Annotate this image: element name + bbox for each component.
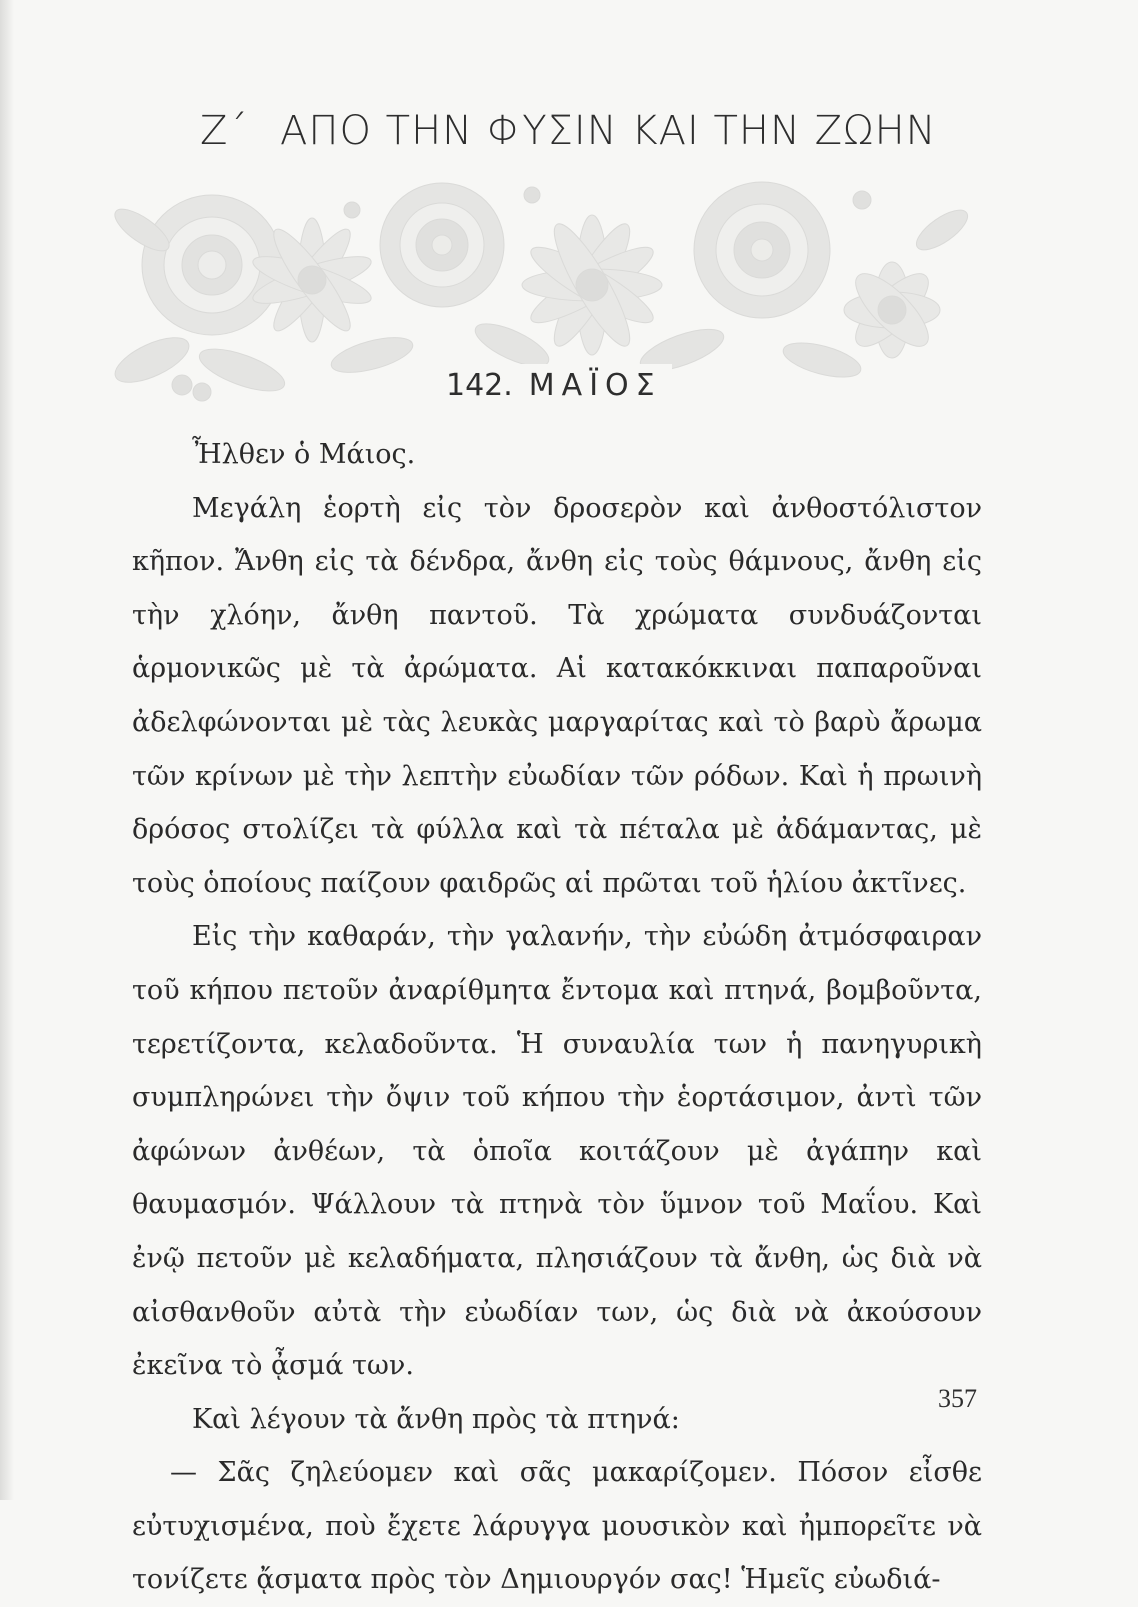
gutter-shadow <box>0 0 14 1500</box>
paragraph: Εἰς τὴν καθαράν, τὴν γαλανήν, τὴν εὐώδη ἀτμόσφαιραν τοῦ κήπου πετοῦν ἀναρίθμητα ἔντομα καὶ πτηνά, βομβοῦντα, τερετίζοντα, κελαδοῦντα. Ἡ συναυλία των ἡ πανηγυρικὴ συμπληρώνει τὴν ὄψιν τοῦ κήπου τὴν ἑορτάσιμον, ἀντὶ τῶν ἀφώνων ἀνθέων, τὰ ὁποῖα κοιτάζουν μὲ ἀγάπην καὶ θαυμασμόν. Ψάλλουν τὰ πτηνὰ τὸν ὕμνον τοῦ Μαΐου. Καὶ ἐνῷ πετοῦν μὲ κελαδήματα, πλησιάζουν τὰ ἄνθη, ὡς διὰ νὰ αἰσθανθοῦν αὐτὰ τὴν εὐωδίαν των, ὡς διὰ νὰ ἀκούσουν ἐκεῖνα τὸ ᾆσμά των. <box>132 921 982 1382</box>
chapter-heading <box>200 108 960 154</box>
section-heading <box>440 364 672 409</box>
section-number: 142. <box>446 368 513 403</box>
dialogue-paragraph: — Σᾶς ζηλεύομεν καὶ σᾶς μακαρίζομεν. Πόσον εἶσθε εὐτυχισμένα, ποὺ ἔχετε λάρυγγα μουσικὸν καὶ ἠμπορεῖτε νὰ τονίζετε ᾄσματα πρὸς τὸν Δημιουργόν σας! Ἡμεῖς εὐωδιά- <box>132 1457 982 1596</box>
body-text <box>132 428 982 1607</box>
chapter-title: ΑΠΟ ΤΗΝ ΦΥΣΙΝ ΚΑΙ ΤΗΝ ΖΩΗΝ <box>280 108 937 154</box>
section-title: ΜΑΪΟΣ <box>528 368 662 403</box>
page-number: 357 <box>938 1384 977 1413</box>
paragraph: Καὶ λέγουν τὰ ἄνθη πρὸς τὰ πτηνά: <box>192 1403 680 1435</box>
chapter-number: Ζ΄ <box>200 108 249 154</box>
paragraph: Μεγάλη ἑορτὴ εἰς τὸν δροσερὸν καὶ ἀνθοστόλιστον κῆπον. Ἄνθη εἰς τὰ δένδρα, ἄνθη εἰς τοὺς θάμνους, ἄνθη εἰς τὴν χλόην, ἄνθη παντοῦ. Τὰ χρώματα συνδυάζονται ἁρμονικῶς μὲ τὰ ἀρώματα. Αἱ κατακόκκιναι παπαροῦναι ἀδελφώνονται μὲ τὰς λευκὰς μαργαρίτας καὶ τὸ βαρὺ ἄρωμα τῶν κρίνων μὲ τὴν λεπτὴν εὐωδίαν τῶν ρόδων. Καὶ ἡ πρωινὴ δρόσος στολίζει τὰ φύλλα καὶ τὰ πέταλα μὲ ἀδάμαντας, μὲ τοὺς ὁποίους παίζουν φαιδρῶς αἱ πρῶται τοῦ ἡλίου ἀκτῖνες. <box>132 492 982 899</box>
paragraph: Ἦλθεν ὁ Μάιος. <box>192 439 416 470</box>
